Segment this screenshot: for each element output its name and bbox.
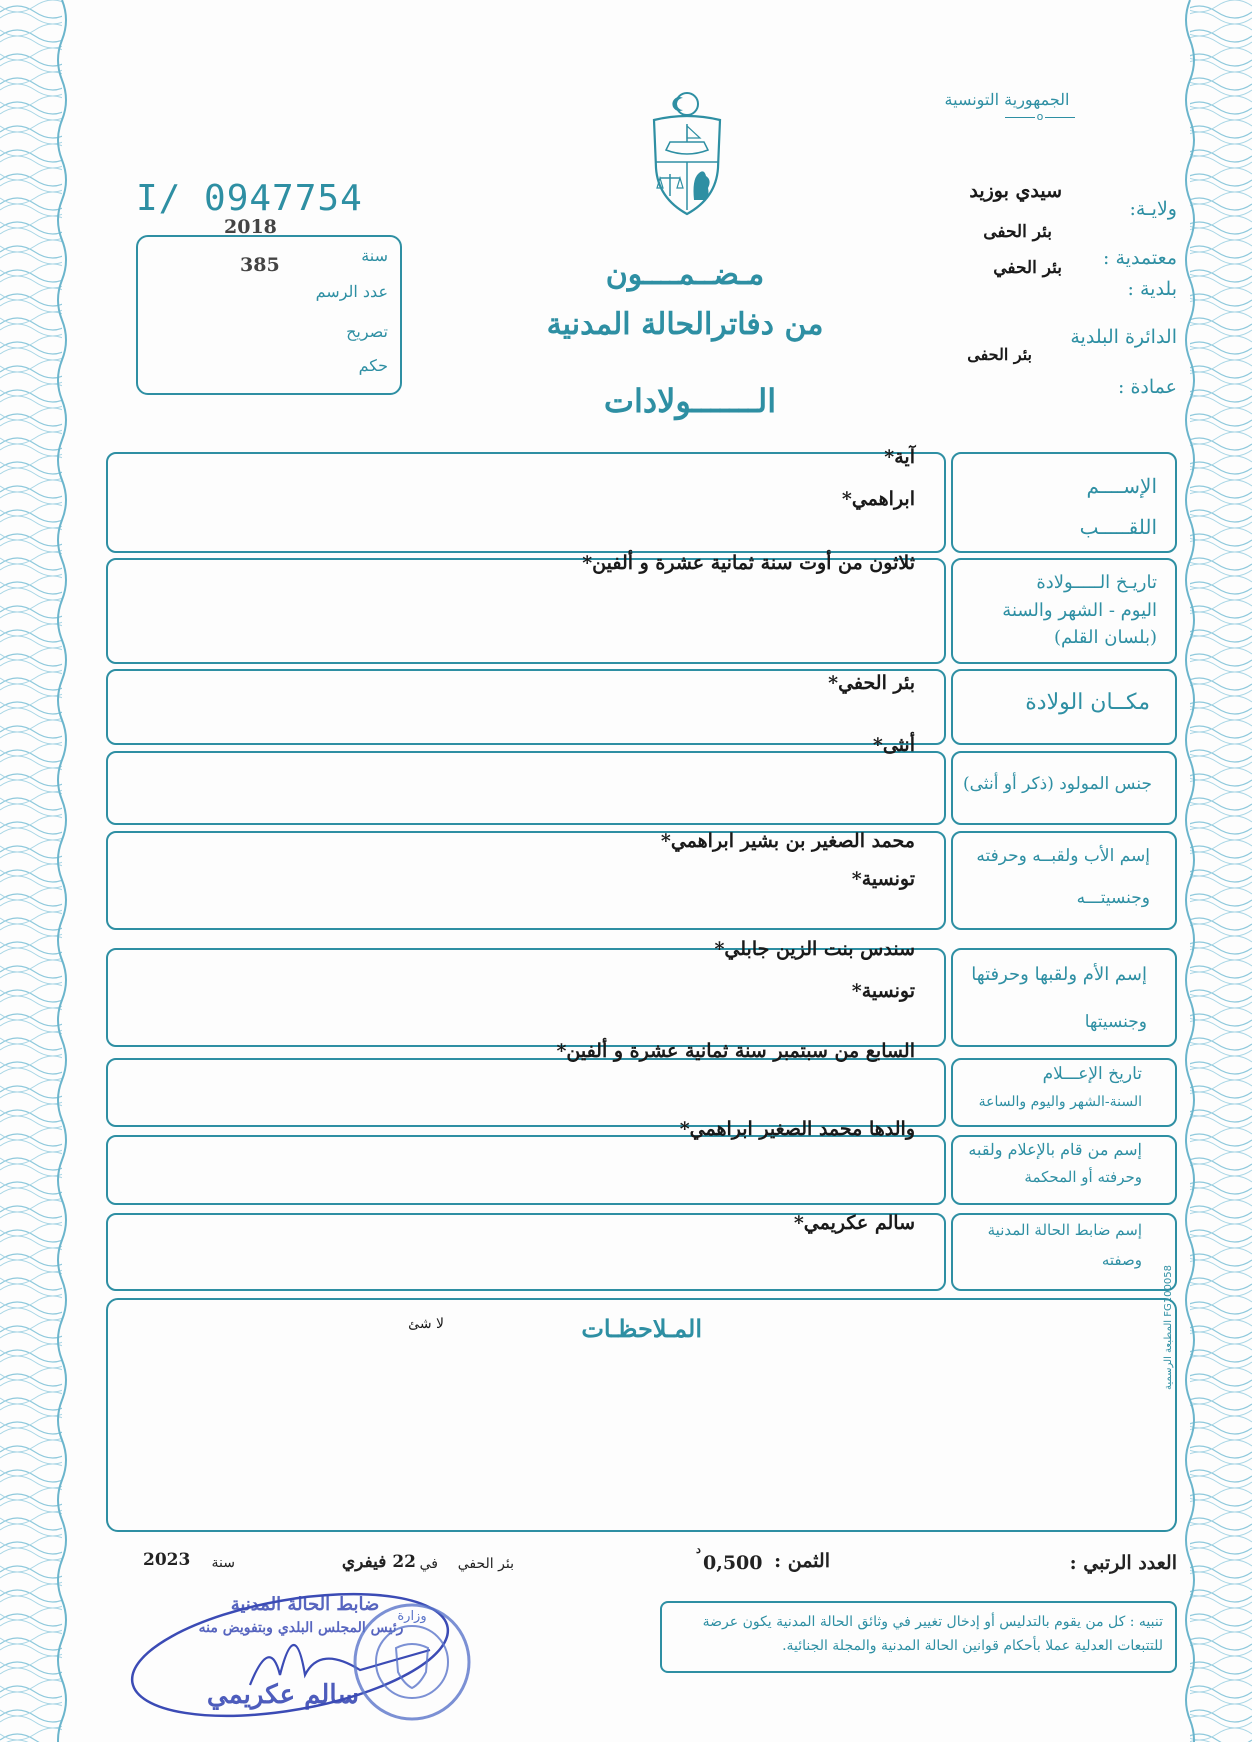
sex-label: جنس المولود (ذكر أو أنثى) xyxy=(963,774,1152,794)
remarks-value: لا شئ xyxy=(408,1316,444,1332)
coat-of-arms-emblem xyxy=(648,90,726,218)
price-value: 0,500 xyxy=(703,1552,763,1574)
title-line3: الـــــــولادات xyxy=(603,382,777,420)
footer-year-label: سنة xyxy=(211,1555,235,1571)
warning-text: تنبيه : كل من يقوم بالتدليس أو إدخال تغيير في وثائق الحالة المدنية يكون عرضة للتتبعات العدلية عملا بأحكام قوانين الحالة المدنية والمجلة الجنائية. xyxy=(702,1614,1163,1654)
name-label: الإســــم xyxy=(1086,474,1157,498)
mother-label-box xyxy=(951,948,1177,1047)
round-seal xyxy=(350,1600,475,1725)
baladia-value: بئر الحفي xyxy=(993,258,1062,278)
left-border-pattern xyxy=(0,0,70,1742)
declarant-value: والدها محمد الصغير ابراهمي* xyxy=(679,1118,915,1140)
birthdate-sublabel: اليوم - الشهر والسنة xyxy=(1002,600,1157,621)
sex-value: أنثى* xyxy=(872,734,915,756)
signature-name: سالم عكريمي xyxy=(206,1680,360,1710)
printer-mark: المطبعة الرسمية FG100058 xyxy=(1163,1265,1174,1390)
footer-place: بئر الحفي xyxy=(457,1556,514,1572)
name-value: آية* xyxy=(884,446,915,468)
mother-label: إسم الأم ولقبها وحرفتها xyxy=(971,964,1147,985)
footer-in-label: في xyxy=(419,1556,438,1572)
stamp-subtitle: رئيس المجلس البلدي وبتفويض منه xyxy=(198,1620,404,1636)
name-value-box xyxy=(106,452,946,553)
declarant-label: إسم من قام بالإعلام ولقبه xyxy=(968,1140,1142,1159)
birthdate-value: ثلاثون من أوت سنة ثمانية عشرة و ألفين* xyxy=(582,552,915,574)
birthplace-value: بئر الحفي* xyxy=(828,672,915,694)
footer-date-value: 22 فيفري xyxy=(341,1552,416,1572)
title-line2: من دفاترالحالة المدنية xyxy=(546,307,824,342)
svg-text:وزارة: وزارة xyxy=(397,1609,427,1624)
mootamadia-value: بئر الحفى xyxy=(983,222,1052,242)
mother-nationality-label: وجنسيتها xyxy=(1084,1012,1147,1032)
mother-nationality-value: تونسية* xyxy=(851,980,915,1002)
registrar-value: سالم عكريمي* xyxy=(793,1212,915,1234)
wilaya-value: سيدي بوزيد xyxy=(969,180,1062,202)
declarant-value-box xyxy=(106,1135,946,1205)
surname-label: اللقـــــب xyxy=(1079,515,1157,539)
registry-number-value: 385 xyxy=(240,254,280,276)
omada-label: عمادة : xyxy=(1118,376,1177,398)
republic-divider: o xyxy=(1005,110,1075,124)
price-label: الثمن : xyxy=(774,1550,830,1572)
remarks-label: المـلاحظـات xyxy=(581,1314,702,1343)
registry-declaration-label: تصريح xyxy=(346,322,388,341)
mootamadia-label: معتمدية : xyxy=(1103,247,1177,269)
declaration-date-label: تاريخ الإعـــلام xyxy=(1042,1064,1142,1084)
birthdate-words-label: (بلسان القلم) xyxy=(1053,627,1157,648)
mother-value: سندس بنت الزين جابلي* xyxy=(714,938,915,960)
price-unit: د xyxy=(696,1543,701,1556)
father-value: محمد الصغير بن بشير ابراهمي* xyxy=(660,830,915,852)
registry-judgment-label: حكم xyxy=(358,356,388,375)
title-line1: مـضــمــــون xyxy=(605,257,765,292)
daira-label: الدائرة البلدية xyxy=(1070,326,1177,348)
declaration-date-value: السابع من سبتمبر سنة ثمانية عشرة و ألفين* xyxy=(556,1040,915,1062)
father-nationality-value: تونسية* xyxy=(851,868,915,890)
registry-year-value: 2018 xyxy=(224,216,277,238)
wilaya-label: ولايـة: xyxy=(1129,198,1177,220)
baladia-label: بلدية : xyxy=(1127,278,1177,300)
declaration-date-sublabel: السنة-الشهر واليوم والساعة xyxy=(978,1094,1142,1110)
father-nationality-label: وجنسيتـــه xyxy=(1076,888,1150,908)
right-border-pattern xyxy=(1182,0,1252,1742)
footer-serial-label: العدد الرتبي : xyxy=(1069,1552,1177,1574)
stamp-title: ضابط الحالة المدنية xyxy=(230,1594,380,1615)
registrar-sublabel: وصفته xyxy=(1101,1251,1142,1269)
birthplace-label: مكــان الولادة xyxy=(1025,690,1150,715)
registry-year-label: سنة xyxy=(361,246,388,265)
registry-number-label: عدد الرسم xyxy=(315,282,388,301)
surname-value: ابراهمي* xyxy=(841,488,915,510)
mother-value-box xyxy=(106,948,946,1047)
father-label: إسم الأب ولقبــه وحرفته xyxy=(976,846,1150,866)
birthdate-label: تاريـخ الـــــولادة xyxy=(1036,572,1157,593)
daira-value: بئر الحفى xyxy=(967,345,1032,364)
footer-year-value: 2023 xyxy=(143,1550,191,1570)
serial-number: I/ 0947754 xyxy=(136,178,363,219)
republic-heading: الجمهورية التونسية xyxy=(944,90,1070,109)
declaration-date-value-box xyxy=(106,1058,946,1127)
birthplace-value-box xyxy=(106,669,946,745)
sex-value-box xyxy=(106,751,946,825)
declarant-sublabel: وحرفته أو المحكمة xyxy=(1024,1168,1142,1186)
registrar-label: إسم ضابط الحالة المدنية xyxy=(987,1221,1142,1239)
